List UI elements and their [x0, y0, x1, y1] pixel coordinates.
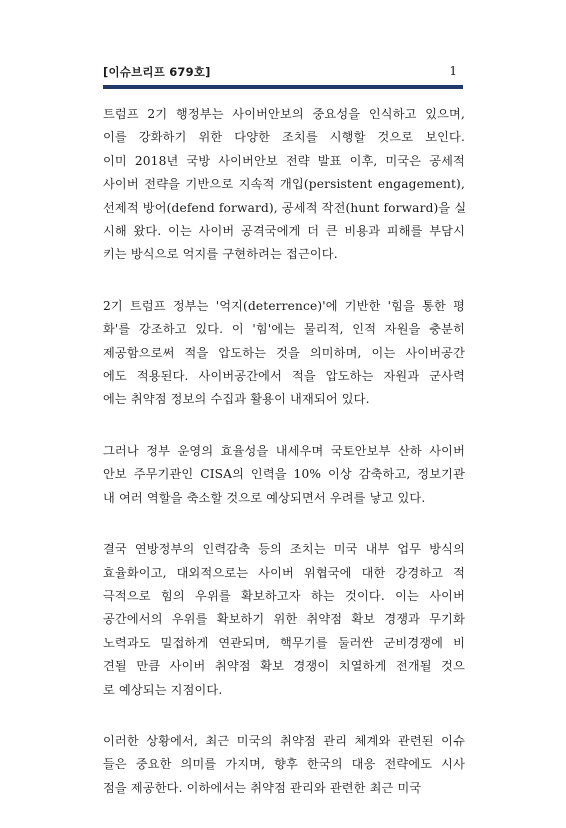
text-line: 2기 트럼프 정부는 '억지(deterrence)'에 기반한 '힘을 통한 평 — [103, 298, 466, 313]
text-line: 공간에서의 우위를 확보하기 위한 취약점 확보 경쟁과 무기화 — [103, 612, 465, 627]
text-line: 로 예상되는 지점이다. — [103, 682, 223, 697]
text-line: 에는 취약점 정보의 수집과 활용이 내재되어 있다. — [103, 392, 370, 407]
text-line: 제공함으로써 적을 압도하는 것을 의미하며, 이는 사이버공간 — [103, 345, 465, 360]
text-line: 선제적 방어(defend forward), 공세적 작전(hunt forward)을 실 — [103, 200, 467, 215]
text-line: 이러한 상황에서, 최근 미국의 취약점 관리 체계와 관련된 이슈 — [103, 733, 465, 748]
text-line: 이를 강화하기 위한 다양한 조치를 시행할 것으로 보인다. — [103, 130, 465, 145]
text-line: 에도 적용된다. 사이버공간에서 적을 압도하는 자원과 군사력 — [103, 369, 465, 384]
text-line: 사이버 전략을 기반으로 지속적 개입(persistent engagement), — [103, 177, 465, 192]
text-line: 견될 만큼 사이버 취약점 확보 경쟁이 치열하게 전개될 것으 — [103, 659, 465, 674]
issue-brief-title: [이슈브리프 679호] — [103, 65, 211, 79]
header-divider — [103, 85, 463, 89]
text-line: 노력과도 밀접하게 연관되며, 핵무기를 둘러싼 군비경쟁에 비 — [103, 635, 465, 650]
text-line: 이미 2018년 국방 사이버안보 전략 발표 이후, 미국은 공세적 — [103, 153, 465, 168]
text-line: 내 여러 역할을 축소할 것으로 예상되면서 우려를 낳고 있다. — [103, 490, 426, 505]
text-line: 결국 연방정부의 인력감축 등의 조치는 미국 내부 업무 방식의 — [103, 542, 465, 557]
text-line: 그러나 정부 운영의 효율성을 내세우며 국토안보부 산하 사이버 — [103, 443, 465, 458]
text-line: 극적으로 힘의 우위를 확보하고자 하는 것이다. 이는 사이버 — [103, 588, 465, 603]
page-header — [103, 64, 463, 86]
text-line: 효율화이고, 대외적으로는 사이버 위협국에 대한 강경하고 적 — [103, 565, 465, 580]
paragraph — [103, 295, 465, 412]
text-line: 트럼프 2기 행정부는 사이버안보의 중요성을 인식하고 있으며, — [103, 107, 465, 121]
document-body — [103, 103, 465, 828]
paragraph — [103, 103, 465, 267]
text-line: 키는 방식으로 억지를 구현하려는 접근이다. — [103, 247, 338, 262]
text-line: 들은 중요한 의미를 가지며, 향후 한국의 대응 전략에도 시사 — [103, 757, 465, 772]
paragraph — [103, 730, 465, 800]
paragraph — [103, 440, 465, 510]
text-line: 안보 주무기관인 CISA의 인력을 10% 이상 감축하고, 정보기관 — [103, 467, 465, 482]
paragraph — [103, 538, 465, 702]
page-number: 1 — [449, 64, 457, 78]
text-line: 화'를 강조하고 있다. 이 '힘'에는 물리적, 인적 자원을 충분히 — [103, 322, 465, 337]
text-line: 시해 왔다. 이는 사이버 공격국에게 더 큰 비용과 피해를 부담시 — [103, 224, 465, 239]
text-line: 점을 제공한다. 이하에서는 취약점 관리와 관련한 최근 미국 — [103, 780, 422, 795]
